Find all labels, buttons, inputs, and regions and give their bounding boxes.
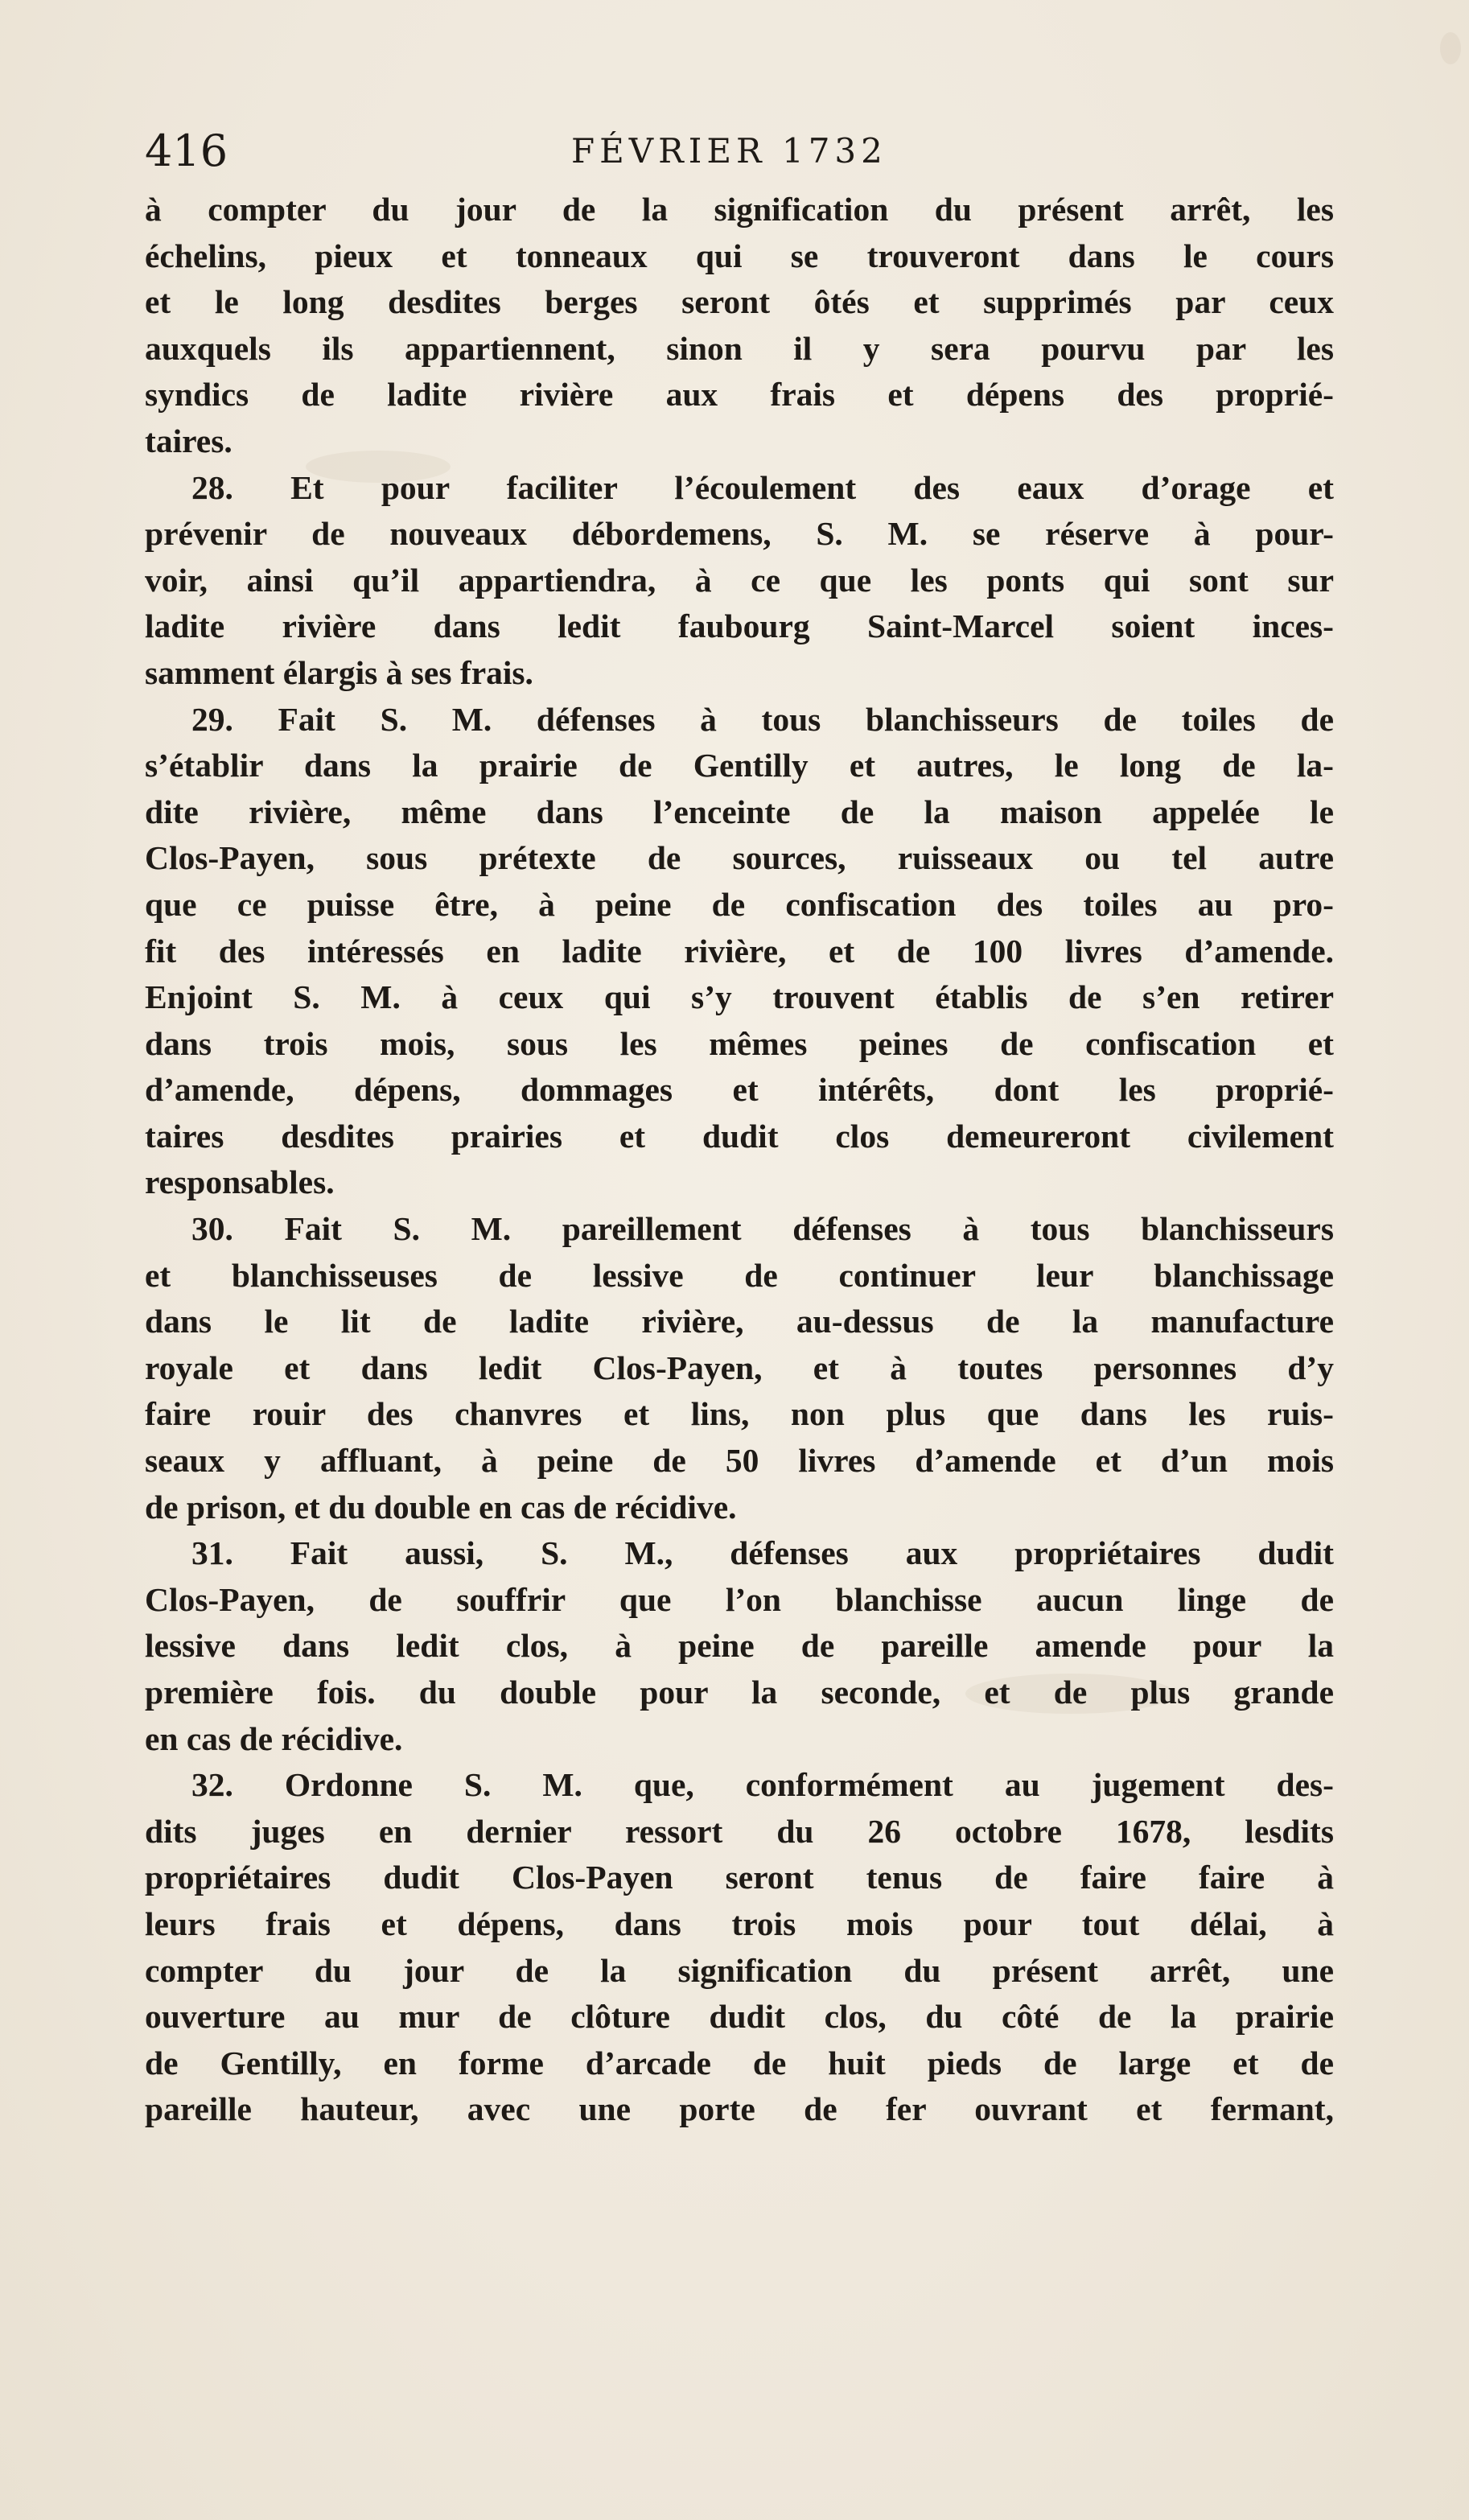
running-head: FÉVRIER 1732 — [571, 131, 887, 171]
text-line: royale et dans ledit Clos-Payen, et à toutes personnes d’y — [145, 1349, 1334, 1386]
article-32-start: 32. Ordonne S. M. que, conformément au jugement des- — [191, 1766, 1334, 1804]
body-text — [145, 187, 1334, 2133]
article-30-start: 30. Fait S. M. pareillement défenses à tous blanchisseurs — [191, 1210, 1334, 1248]
text-line: s’établir dans la prairie de Gentilly et autres, le long de la- — [145, 747, 1334, 784]
text-line: pareille hauteur, avec une porte de fer ouvrant et fermant, — [145, 2090, 1334, 2128]
page-header — [145, 119, 1334, 183]
text-line: Clos-Payen, de souffrir que l’on blanchisse aucun linge de — [145, 1580, 1334, 1618]
text-line: Clos-Payen, sous prétexte de sources, ruisseaux ou tel autre — [145, 839, 1334, 877]
text-line: dits juges en dernier ressort du 26 octobre 1678, lesdits — [145, 1812, 1334, 1850]
text-line: première fois. du double pour la seconde, et de plus grande — [145, 1674, 1334, 1711]
article-31-start: 31. Fait aussi, S. M., défenses aux propriétaires dudit — [191, 1534, 1334, 1572]
text-line: prévenir de nouveaux débordemens, S. M. se réserve à pour- — [145, 515, 1334, 553]
text-line: taires desdites prairies et dudit clos demeureront civilement — [145, 1117, 1334, 1155]
text-line: et blanchisseuses de lessive de continuer leur blanchissage — [145, 1256, 1334, 1294]
text-line: Enjoint S. M. à ceux qui s’y trouvent établis de s’en retirer — [145, 978, 1334, 1016]
text-line: échelins, pieux et tonneaux qui se trouveront dans le cours — [145, 237, 1334, 274]
text-line: lessive dans ledit clos, à peine de pareille amende pour la — [145, 1627, 1334, 1665]
text-line: dite rivière, même dans l’enceinte de la maison appelée le — [145, 793, 1334, 830]
text-line: taires. — [145, 422, 232, 459]
text-line: ladite rivière dans ledit faubourg Saint-Marcel soient inces- — [145, 607, 1334, 645]
text-line: leurs frais et dépens, dans trois mois pour tout délai, à — [145, 1904, 1334, 1942]
text-line: samment élargis à ses frais. — [145, 653, 533, 691]
page-number: 416 — [145, 126, 228, 176]
text-line: en cas de récidive. — [145, 1719, 403, 1757]
article-28-start: 28. Et pour faciliter l’écoulement des eaux d’orage et — [191, 468, 1334, 506]
text-line: dans trois mois, sous les mêmes peines de confiscation et — [145, 1024, 1334, 1062]
text-line: voir, ainsi qu’il appartiendra, à ce que les ponts qui sont sur — [145, 561, 1334, 599]
text-line: à compter du jour de la signification du présent arrêt, les — [145, 191, 1334, 228]
text-line: de prison, et du double en cas de récidive. — [145, 1488, 737, 1526]
text-line: que ce puisse être, à peine de confiscation des toiles au pro- — [145, 885, 1334, 923]
paper-stain — [1440, 32, 1461, 64]
text-line: d’amende, dépens, dommages et intérêts, dont les proprié- — [145, 1071, 1334, 1109]
text-line: seaux y affluant, à peine de 50 livres d’amende et d’un mois — [145, 1442, 1334, 1480]
text-line: ouverture au mur de clôture dudit clos, du côté de la prairie — [145, 1998, 1334, 2036]
text-line: dans le lit de ladite rivière, au-dessus de la manufacture — [145, 1303, 1334, 1340]
text-line: auxquels ils appartiennent, sinon il y sera pourvu par les — [145, 329, 1334, 367]
text-line: syndics de ladite rivière aux frais et dépens des proprié- — [145, 376, 1334, 414]
text-line: compter du jour de la signification du présent arrêt, une — [145, 1951, 1334, 1989]
article-29-start: 29. Fait S. M. défenses à tous blanchisseurs de toiles de — [191, 700, 1334, 738]
text-line: propriétaires dudit Clos-Payen seront tenus de faire faire à — [145, 1859, 1334, 1896]
text-line: faire rouir des chanvres et lins, non plus que dans les ruis- — [145, 1395, 1334, 1433]
text-line: et le long desdites berges seront ôtés et supprimés par ceux — [145, 283, 1334, 321]
text-line: fit des intéressés en ladite rivière, et de 100 livres d’amende. — [145, 932, 1334, 970]
text-line: responsables. — [145, 1163, 335, 1201]
text-line: de Gentilly, en forme d’arcade de huit pieds de large et de — [145, 2044, 1334, 2081]
